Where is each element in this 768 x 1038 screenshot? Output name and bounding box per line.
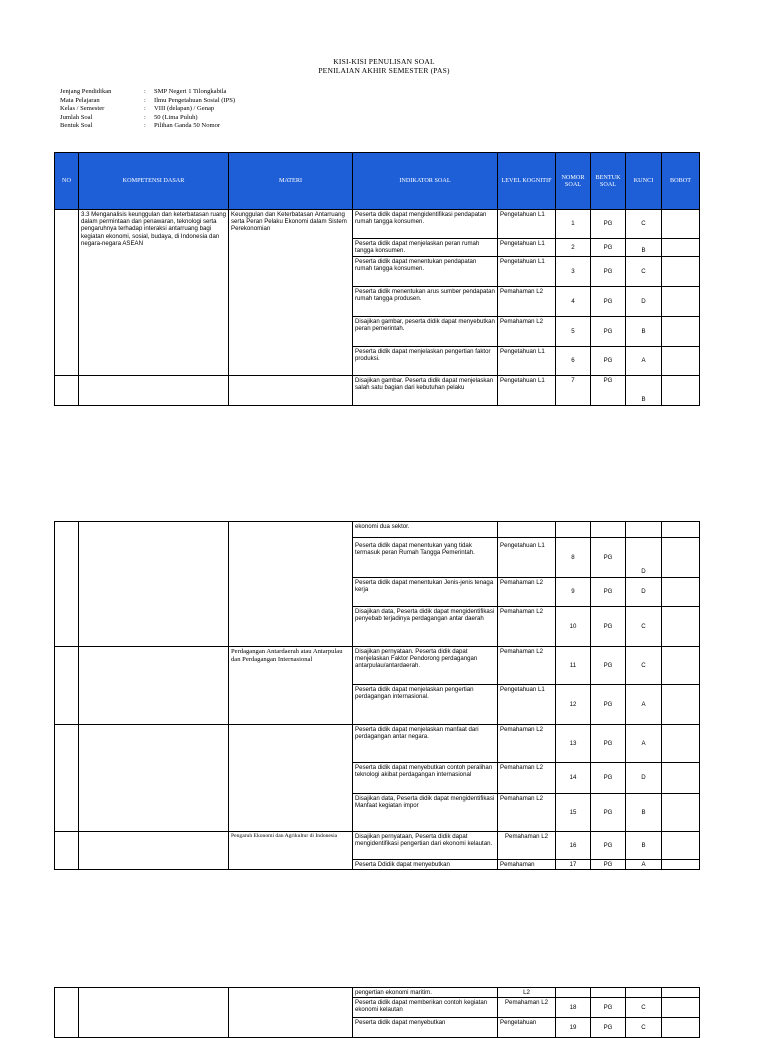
bobot-cell	[662, 607, 700, 647]
level-cell: Pengetahuan L1	[498, 239, 556, 257]
kd-cell	[79, 647, 229, 725]
indikator-cell: Peserta didik dapat menentukan pendapatan rumah tangga konsumen.	[353, 257, 498, 287]
nomor-cell: 5	[556, 317, 591, 347]
bobot-cell	[662, 998, 700, 1018]
bentuk-cell: PG	[591, 376, 626, 406]
level-cell: Pemahaman L2	[498, 832, 556, 860]
no-cell	[55, 522, 79, 647]
nomor-cell: 15	[556, 794, 591, 832]
level-cell: Pengetahuan L1	[498, 376, 556, 406]
header-kunci: KUNCI	[626, 153, 662, 210]
meta-sep: :	[144, 122, 146, 130]
level-cell: Pemahaman L2	[498, 998, 556, 1018]
indikator-cell: pengertian ekonomi maritim.	[353, 988, 498, 998]
meta-row	[60, 105, 235, 114]
table-row	[55, 647, 700, 685]
meta-row	[60, 122, 235, 131]
bentuk-cell: PG	[591, 239, 626, 257]
kunci-cell: B	[626, 317, 662, 347]
meta-value: VIII (delapan) / Genap	[154, 105, 215, 113]
meta-value: Pilihan Ganda 50 Nomor	[154, 122, 221, 130]
header-bentuk: BENTUK SOAL	[591, 153, 626, 210]
nomor-cell: 12	[556, 685, 591, 725]
kunci-cell: A	[626, 725, 662, 763]
indikator-cell: ekonomi dua sektor.	[353, 522, 498, 538]
level-cell	[498, 522, 556, 538]
nomor-cell: 6	[556, 347, 591, 376]
indikator-cell: Disajikan data, Peserta didik dapat mengidentifikasi penyebab terjadinya perdagangan antar daerah	[353, 607, 498, 647]
bentuk-cell	[591, 988, 626, 998]
table-row	[55, 725, 700, 763]
bobot-cell	[662, 794, 700, 832]
materi-cell	[229, 522, 353, 647]
meta-key: Kelas / Semester	[60, 105, 105, 113]
bentuk-cell: PG	[591, 210, 626, 239]
indikator-cell: Peserta didik dapat menjelaskan pengertian faktor produksi.	[353, 347, 498, 376]
bobot-cell	[662, 763, 700, 794]
indikator-cell: Peserta didik dapat menjelaskan manfaat dari perdagangan antar negara.	[353, 725, 498, 763]
level-cell: Pemahaman L2	[498, 317, 556, 347]
bentuk-cell: PG	[591, 257, 626, 287]
nomor-cell: 7	[556, 376, 591, 406]
header-kompetensi-dasar: KOMPETENSI DASAR	[79, 153, 229, 210]
nomor-cell: 19	[556, 1018, 591, 1038]
no-cell	[55, 725, 79, 832]
kunci-cell: B	[626, 794, 662, 832]
bentuk-cell: PG	[591, 763, 626, 794]
header-nomor: NOMOR SOAL	[556, 153, 591, 210]
level-cell: Pengetahuan	[498, 1018, 556, 1038]
nomor-cell: 10	[556, 607, 591, 647]
indikator-cell: Disajikan pernyataan. Peserta didik dapat menjelaskan Faktor Pendorong perdagangan antarpulau/antardaerah.	[353, 647, 498, 685]
bentuk-cell: PG	[591, 832, 626, 860]
bobot-cell	[662, 317, 700, 347]
table-row	[55, 522, 700, 538]
meta-sep: :	[144, 105, 146, 113]
meta-value: 50 (Lima Puluh)	[154, 113, 198, 121]
materi-cell: Perdagangan Antardaerah atau Antarpulau dan Perdagangan Internasional	[229, 647, 353, 725]
indikator-cell: Peserta didik dapat menyebutkan	[353, 1018, 498, 1038]
level-cell: Pengetahuan L1	[498, 210, 556, 239]
bentuk-cell: PG	[591, 1018, 626, 1038]
kunci-cell: D	[626, 538, 662, 578]
meta-row	[60, 114, 235, 123]
materi-cell	[229, 988, 353, 1038]
table-row	[55, 832, 700, 860]
nomor-cell	[556, 988, 591, 998]
nomor-cell: 2	[556, 239, 591, 257]
bobot-cell	[662, 210, 700, 239]
meta-key: Bentuk Soal	[60, 122, 93, 130]
bobot-cell	[662, 725, 700, 763]
meta-key: Mata Pelajaran	[60, 96, 100, 104]
bobot-cell	[662, 538, 700, 578]
kunci-cell: C	[626, 607, 662, 647]
indikator-cell: Peserta Ddidik dapat menyebutkan	[353, 860, 498, 870]
kunci-cell: B	[626, 832, 662, 860]
indikator-cell: Peserta didik dapat menjelaskan pengertian perdagangan internasional.	[353, 685, 498, 725]
bobot-cell	[662, 578, 700, 607]
indikator-cell: Peserta didik menentukan arus sumber pendapatan rumah tangga produsen.	[353, 287, 498, 317]
bentuk-cell: PG	[591, 794, 626, 832]
kd-cell	[79, 832, 229, 870]
level-cell: Pengetahuan L1	[498, 257, 556, 287]
no-cell	[55, 988, 79, 1038]
bentuk-cell: PG	[591, 347, 626, 376]
document-title: KISI-KISI PENULISAN SOAL	[333, 57, 435, 66]
bentuk-cell: PG	[591, 685, 626, 725]
bobot-cell	[662, 239, 700, 257]
header-indikator: INDIKATOR SOAL	[353, 153, 498, 210]
nomor-cell: 9	[556, 578, 591, 607]
meta-key: Jenjang Pendidikan	[60, 88, 112, 95]
indikator-cell: Disajikan gambar. Peserta didik dapat menjelaskan salah satu bagian dari kebutuhan pelaku	[353, 376, 498, 406]
kunci-cell: B	[626, 239, 662, 257]
bentuk-cell: PG	[591, 607, 626, 647]
header-no: NO	[55, 153, 79, 210]
kd-cell	[79, 725, 229, 832]
kd-cell	[79, 988, 229, 1038]
indikator-cell: Peserta didik dapat menentukan Jenis-jenis tenaga kerja	[353, 578, 498, 607]
bobot-cell	[662, 376, 700, 406]
meta-sep: :	[144, 88, 146, 95]
materi-cell	[229, 376, 353, 406]
kd-cell	[79, 376, 229, 406]
kisi-table-page-2	[54, 521, 700, 870]
kisi-table-page-1	[54, 152, 700, 406]
meta-sep: :	[144, 113, 146, 121]
materi-cell: Pengaruh Ekonomi dan Agrikultur di Indonesia	[229, 832, 353, 870]
level-cell: Pemahaman L2	[498, 763, 556, 794]
kunci-cell: B	[626, 376, 662, 406]
materi-cell	[229, 725, 353, 832]
nomor-cell: 18	[556, 998, 591, 1018]
kunci-cell: D	[626, 763, 662, 794]
table-row	[55, 376, 700, 406]
bobot-cell	[662, 860, 700, 870]
bentuk-cell: PG	[591, 998, 626, 1018]
nomor-cell: 3	[556, 257, 591, 287]
meta-value: SMP Negeri 1 Tilongkabila	[154, 88, 227, 95]
bobot-cell	[662, 522, 700, 538]
bentuk-cell: PG	[591, 860, 626, 870]
meta-sep: :	[144, 96, 146, 104]
nomor-cell: 1	[556, 210, 591, 239]
level-cell: Pemahaman L2	[498, 607, 556, 647]
meta-value: Ilmu Pengetahuan Sosial (IPS)	[154, 96, 236, 104]
kunci-cell: D	[626, 578, 662, 607]
kunci-cell	[626, 988, 662, 998]
bobot-cell	[662, 257, 700, 287]
indikator-cell: Peserta didik dapat menentukan yang tidak termasuk peran Rumah Tangga Pemerintah.	[353, 538, 498, 578]
kisi-table-page-3	[54, 987, 700, 1038]
indikator-cell: Disajikan data, Peserta didik dapat mengidentifikasi Manfaat kegiatan impor	[353, 794, 498, 832]
bentuk-cell	[591, 522, 626, 538]
bentuk-cell: PG	[591, 317, 626, 347]
level-cell: Pemahaman L2	[498, 725, 556, 763]
bentuk-cell: PG	[591, 725, 626, 763]
bobot-cell	[662, 685, 700, 725]
bentuk-cell: PG	[591, 287, 626, 317]
no-cell	[55, 210, 79, 376]
nomor-cell: 17	[556, 860, 591, 870]
meta-row	[60, 88, 235, 97]
bobot-cell	[662, 347, 700, 376]
header-bobot: BOBOT	[662, 153, 700, 210]
kunci-cell: A	[626, 685, 662, 725]
kunci-cell: A	[626, 347, 662, 376]
no-cell	[55, 832, 79, 870]
kunci-cell	[626, 522, 662, 538]
indikator-cell: Peserta didik dapat memberikan contoh kegiatan ekonomi kelautan	[353, 998, 498, 1018]
kunci-cell: C	[626, 257, 662, 287]
header-level: LEVEL KOGNITIF	[498, 153, 556, 210]
kd-cell	[79, 522, 229, 647]
bobot-cell	[662, 287, 700, 317]
kunci-cell: A	[626, 860, 662, 870]
document-subtitle: PENILAIAN AKHIR SEMESTER (PAS)	[318, 66, 450, 75]
nomor-cell: 8	[556, 538, 591, 578]
nomor-cell: 14	[556, 763, 591, 794]
no-cell	[55, 376, 79, 406]
indikator-cell: Peserta didik dapat mengidentifikasi pendapatan rumah tangga konsumen.	[353, 210, 498, 239]
bobot-cell	[662, 832, 700, 860]
bobot-cell	[662, 647, 700, 685]
level-cell: Pengetahuan L1	[498, 685, 556, 725]
level-cell: Pemahaman L2	[498, 794, 556, 832]
meta-row	[60, 97, 235, 106]
table-row	[55, 988, 700, 998]
level-cell: Pemahaman L2	[498, 287, 556, 317]
nomor-cell: 13	[556, 725, 591, 763]
bobot-cell	[662, 988, 700, 998]
bentuk-cell: PG	[591, 578, 626, 607]
kunci-cell: C	[626, 647, 662, 685]
indikator-cell: Peserta didik dapat menjelaskan peran rumah tangga konsumen.	[353, 239, 498, 257]
kunci-cell: D	[626, 287, 662, 317]
level-cell: Pengetahuan L1	[498, 538, 556, 578]
kunci-cell: C	[626, 1018, 662, 1038]
kunci-cell: C	[626, 210, 662, 239]
nomor-cell: 4	[556, 287, 591, 317]
materi-cell: Keunggulan dan Keterbatasan Antarruang serta Peran Pelaku Ekonomi dalam Sistem Perekonomian	[229, 210, 353, 376]
nomor-cell: 16	[556, 832, 591, 860]
indikator-cell: Peserta didik dapat menyebutkan contoh peralihan teknologi akibat perdagangan internasional	[353, 763, 498, 794]
bobot-cell	[662, 1018, 700, 1038]
no-cell	[55, 647, 79, 725]
indikator-cell: Disajikan pernyataan, Peserta didik dapat mengidentifikasi pengertian dari ekonomi kelautan.	[353, 832, 498, 860]
level-cell: Pemahaman	[498, 860, 556, 870]
indikator-cell: Disajikan gambar, peserta didik dapat menyebutkan peran pemerintah.	[353, 317, 498, 347]
meta-key: Jumlah Soal	[60, 113, 93, 121]
kd-cell: 3.3 Menganalisis keunggulan dan keterbatasan ruang dalam permintaan dan penawaran, teknologi serta pengaruhnya terhadap interaksi antarruang bagi kegiatan ekonomi, sosial, budaya, di Indonesia dan negara-negara ASEAN	[79, 210, 229, 376]
kunci-cell: C	[626, 998, 662, 1018]
nomor-cell: 11	[556, 647, 591, 685]
document-meta	[60, 88, 235, 131]
table-row	[55, 210, 700, 239]
level-cell: Pemahaman L2	[498, 647, 556, 685]
bentuk-cell: PG	[591, 647, 626, 685]
level-cell: Pengetahuan L1	[498, 347, 556, 376]
level-cell: L2	[498, 988, 556, 998]
nomor-cell	[556, 522, 591, 538]
bentuk-cell: PG	[591, 538, 626, 578]
header-materi: MATERI	[229, 153, 353, 210]
level-cell: Pemahaman L2	[498, 578, 556, 607]
